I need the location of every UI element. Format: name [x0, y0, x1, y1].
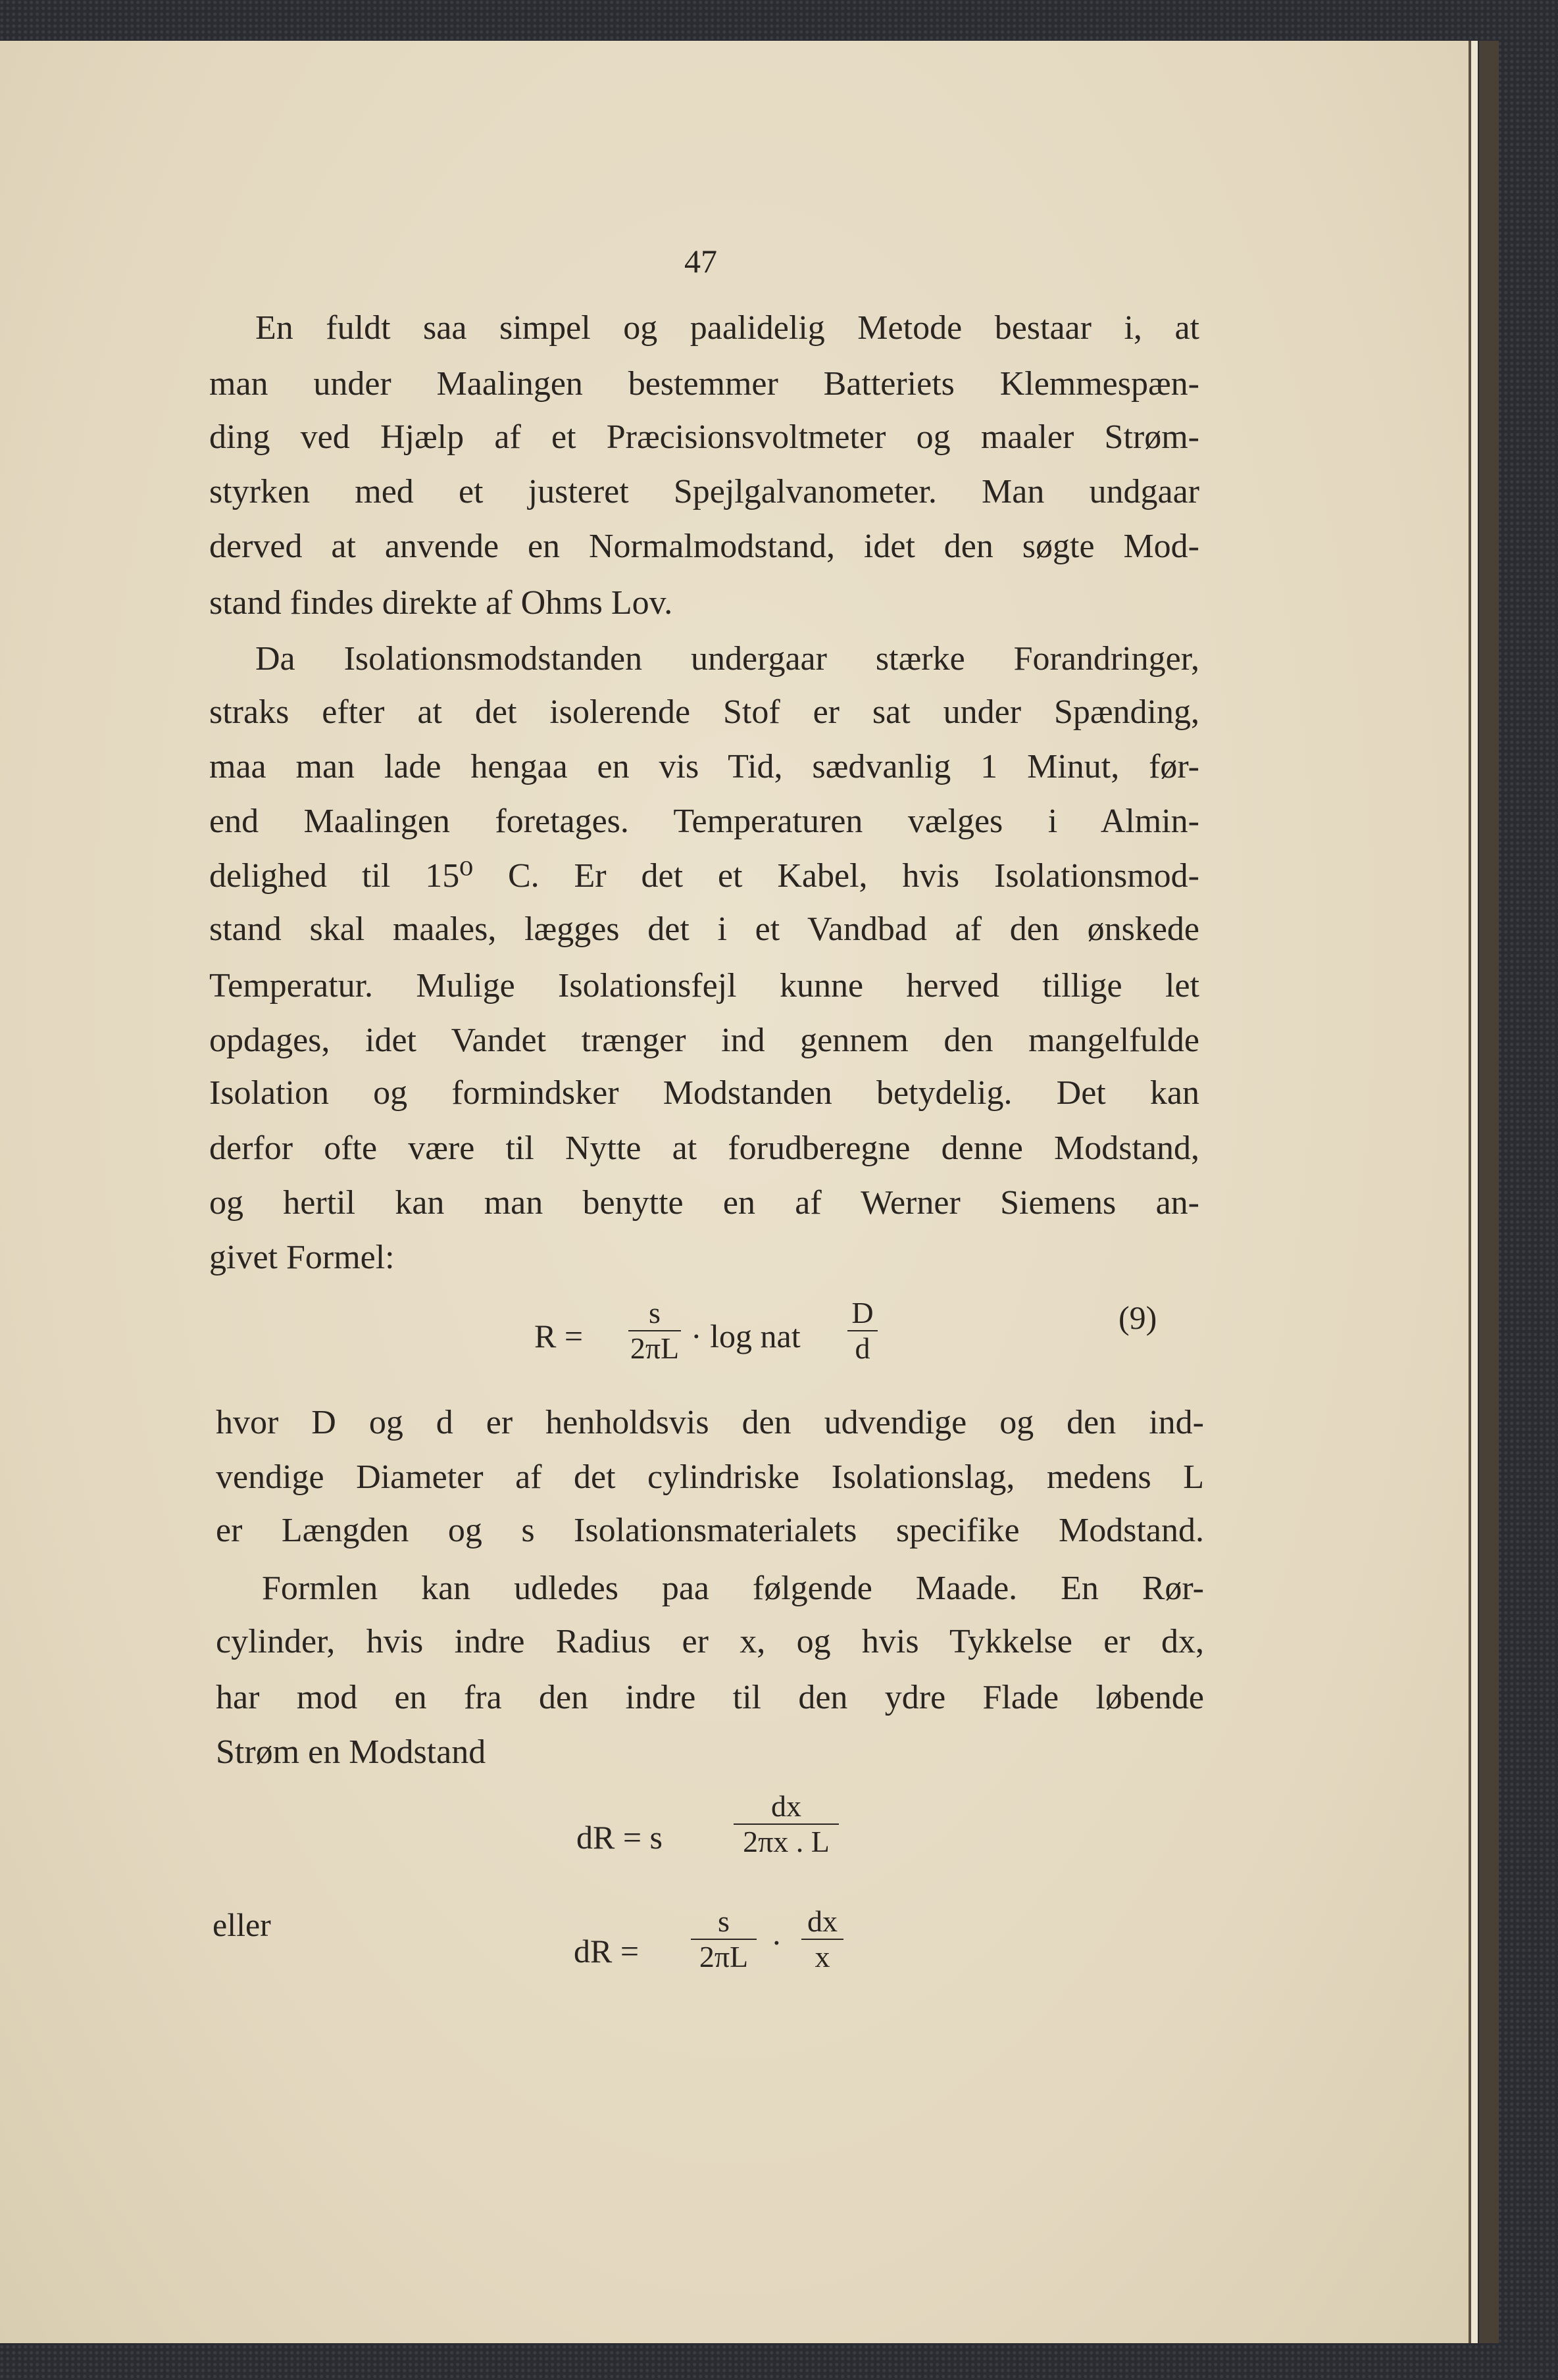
text-line: cylinder, hvis indre Radius er x, og hvis Tykkelse er dx,	[216, 1623, 1204, 1660]
text-line: stand skal maales, lægges det i et Vandbad af den ønskede	[209, 910, 1199, 948]
text-line: Da Isolationsmodstanden undergaar stærke Forandringer,	[255, 640, 1199, 678]
formula-a-lhs: dR = s	[576, 1819, 663, 1856]
text-line: opdages, idet Vandet trænger ind gennem den mangelfulde	[209, 1022, 1199, 1059]
formula-a-fraction	[734, 1789, 839, 1859]
numerator: dx	[771, 1789, 801, 1823]
denominator: 2πx . L	[743, 1825, 830, 1858]
text-line: hvor D og d er henholdsvis den udvendige og den ind-	[216, 1404, 1204, 1441]
denominator: x	[815, 1940, 830, 1973]
formula-9-lhs: R =	[534, 1318, 584, 1354]
text-line: ding ved Hjælp af et Præcisionsvoltmeter og maaler Strøm-	[209, 418, 1199, 456]
text-line: Strøm en Modstand	[216, 1733, 486, 1771]
page-number: 47	[684, 243, 717, 280]
text-line: vendige Diameter af det cylindriske Isolationslag, medens L	[216, 1458, 1204, 1496]
text-line: delighed til 15⁰ C. Er det et Kabel, hvis Isolationsmod-	[209, 857, 1199, 895]
text-line: Temperatur. Mulige Isolationsfejl kunne herved tillige let	[209, 967, 1199, 1004]
text-line: maa man lade hengaa en vis Tid, sædvanlig 1 Minut, før-	[209, 748, 1199, 785]
text-line: styrken med et justeret Spejlgalvanometer. Man undgaar	[209, 473, 1199, 510]
formula-b-lhs: dR =	[574, 1933, 640, 1970]
text-line: derved at anvende en Normalmodstand, idet den søgte Mod-	[209, 528, 1199, 565]
text-line: En fuldt saa simpel og paalidelig Metode bestaar i, at	[255, 309, 1199, 347]
formula-b-fraction	[691, 1904, 757, 1974]
text-line: har mod en fra den indre til den ydre Flade løbende	[216, 1679, 1204, 1716]
eller-text: eller	[213, 1906, 271, 1943]
text-line: givet Formel:	[209, 1239, 395, 1276]
page-edge	[1479, 41, 1499, 2343]
text-line: derfor ofte være til Nytte at forudberegne denne Modstand,	[209, 1129, 1199, 1167]
denominator: d	[855, 1331, 870, 1365]
multiply-dot: ·	[771, 1924, 782, 1961]
formula-9-fraction	[628, 1296, 681, 1366]
text-line: stand findes direkte af Ohms Lov.	[209, 584, 673, 622]
text-line: straks efter at det isolerende Stof er sat under Spænding,	[209, 693, 1199, 731]
formula-b-fraction-2	[801, 1904, 843, 1974]
denominator: 2πL	[630, 1331, 680, 1365]
equation-number: (9)	[1118, 1299, 1157, 1336]
text-line: man under Maalingen bestemmer Batteriets Klemmespæn-	[209, 365, 1199, 403]
text-line: Isolation og formindsker Modstanden betydelig. Det kan	[209, 1074, 1199, 1112]
numerator: s	[649, 1296, 661, 1329]
formula-9-fraction-2	[847, 1296, 878, 1366]
formula-9-log: · log nat	[691, 1318, 801, 1354]
text-line: end Maalingen foretages. Temperaturen vælges i Almin-	[209, 803, 1199, 840]
page-edge	[1471, 41, 1478, 2343]
numerator: dx	[807, 1904, 838, 1938]
numerator: s	[718, 1904, 730, 1938]
text-line: og hertil kan man benytte en af Werner Siemens an-	[209, 1184, 1199, 1222]
denominator: 2πL	[699, 1940, 749, 1973]
text-line: er Længden og s Isolationsmaterialets specifike Modstand.	[216, 1512, 1204, 1549]
numerator: D	[851, 1296, 874, 1329]
text-line: Formlen kan udledes paa følgende Maade. En Rør-	[262, 1570, 1204, 1607]
